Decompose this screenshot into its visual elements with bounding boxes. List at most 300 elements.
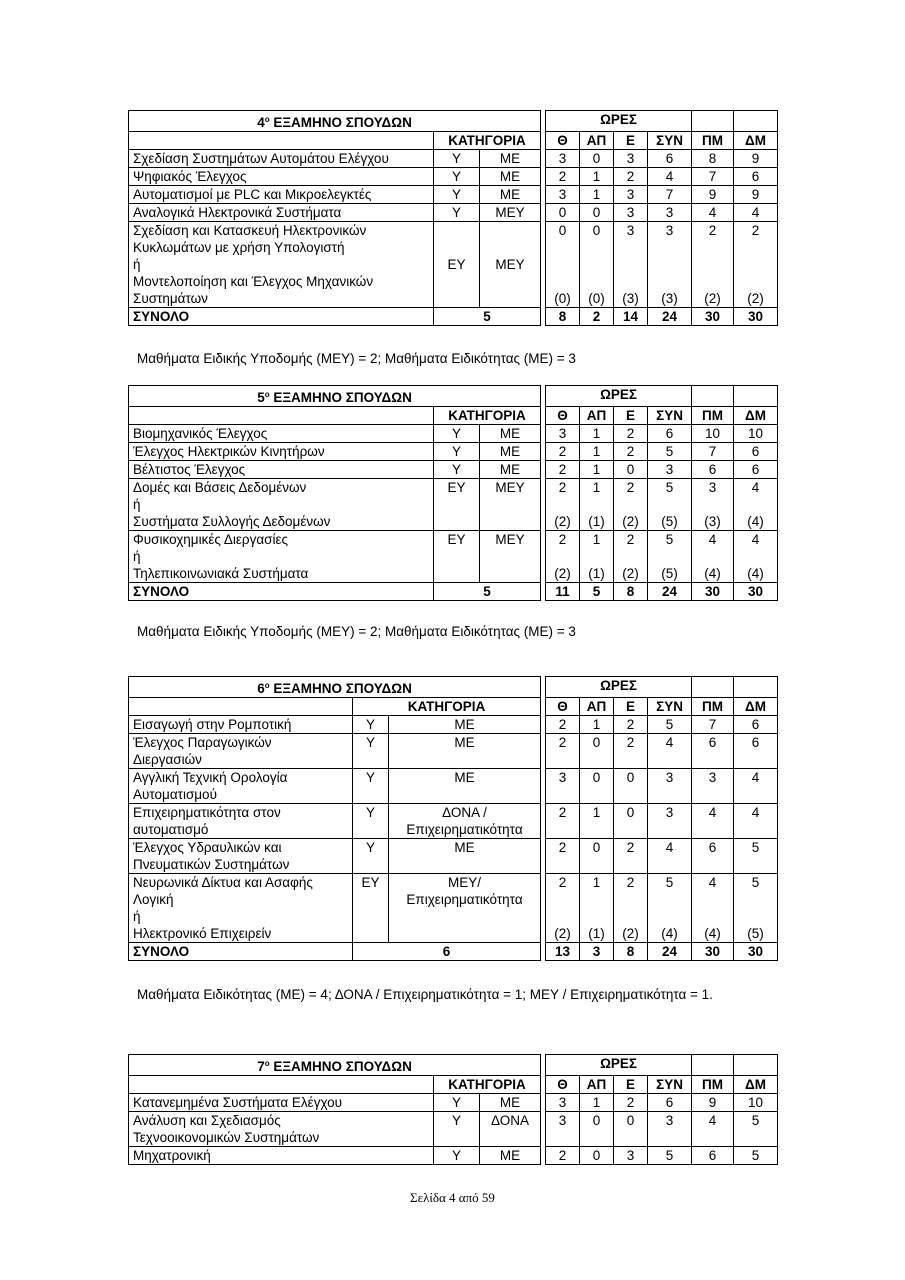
total-value: 30 <box>692 583 734 601</box>
total-value: 2 <box>580 308 614 326</box>
total-value: 24 <box>648 943 692 961</box>
course-name-line: Έλεγχος Παραγωγικών <box>133 735 272 750</box>
hours-value-alt: (5) <box>661 514 678 529</box>
hours-value-alt: (3) <box>622 291 639 306</box>
empty-header <box>692 1055 734 1076</box>
category-header: ΚΑΤΗΓΟΡΙΑ <box>353 698 541 716</box>
hours-value: 2 <box>614 734 648 769</box>
hours-value <box>734 874 778 943</box>
col-header: Θ <box>546 1076 580 1094</box>
course-name-line: Κυκλωμάτων με χρήση Υπολογιστή <box>133 240 345 255</box>
course-type <box>353 874 389 943</box>
hours-value: 9 <box>692 186 734 204</box>
total-row <box>129 583 778 601</box>
course-category-line: ΜΕ <box>499 187 521 202</box>
hours-value: 3 <box>614 186 648 204</box>
empty-header <box>692 677 734 698</box>
course-category <box>480 479 541 531</box>
course-name-line: Μηχατρονική <box>133 1148 211 1163</box>
hours-value: 0 <box>614 769 648 804</box>
hours-value-main: 5 <box>665 480 674 495</box>
header-blank <box>129 407 434 425</box>
hours-value: 1 <box>580 1094 614 1112</box>
hours-value-main: 2 <box>708 223 717 238</box>
hours-header: ΩΡΕΣ <box>546 386 692 407</box>
hours-value <box>614 479 648 531</box>
total-value: 30 <box>734 943 778 961</box>
hours-value <box>614 874 648 943</box>
hours-value-main: 4 <box>708 532 717 547</box>
course-name-line: Αναλογικά Ηλεκτρονικά Συστήματα <box>133 205 342 220</box>
col-header: ΔΜ <box>734 132 778 150</box>
hours-value: 2 <box>614 168 648 186</box>
hours-value-main: 0 <box>558 223 567 238</box>
hours-value-main: 2 <box>751 223 760 238</box>
course-type: Υ <box>434 1094 480 1112</box>
hours-value: 3 <box>648 769 692 804</box>
course-type: Υ <box>353 734 389 769</box>
hours-value <box>734 531 778 583</box>
course-name <box>129 479 434 531</box>
table-row <box>129 1112 778 1147</box>
hours-value: 1 <box>580 168 614 186</box>
semester-5-note: Μαθήματα Ειδικής Υποδομής (ΜΕΥ) = 2; Μαθήματα Ειδικότητας (ΜΕ) = 3 <box>137 624 576 639</box>
hours-value: 1 <box>580 716 614 734</box>
hours-value: 10 <box>734 425 778 443</box>
hours-value <box>692 479 734 531</box>
course-category <box>480 1094 541 1112</box>
hours-value <box>546 479 580 531</box>
hours-value: 0 <box>580 204 614 222</box>
course-category-line: ΔΟΝΑ <box>491 1113 530 1128</box>
table-row <box>129 168 778 186</box>
hours-value <box>648 479 692 531</box>
course-name-line: ή <box>133 497 141 512</box>
hours-value: 0 <box>580 150 614 168</box>
course-name <box>129 186 434 204</box>
course-category <box>480 443 541 461</box>
total-value: 5 <box>580 583 614 601</box>
table-row <box>129 443 778 461</box>
semester-4-note: Μαθήματα Ειδικής Υποδομής (ΜΕΥ) = 2; Μαθήματα Ειδικότητας (ΜΕ) = 3 <box>137 351 576 366</box>
col-header: ΔΜ <box>734 407 778 425</box>
hours-value <box>614 222 648 308</box>
hours-value-alt: (1) <box>588 926 605 941</box>
course-name-line: Σχεδίαση Συστημάτων Αυτομάτου Ελέγχου <box>133 151 389 166</box>
hours-value: 5 <box>734 1112 778 1147</box>
course-name <box>129 168 434 186</box>
hours-value: 4 <box>734 804 778 839</box>
title-row <box>129 111 778 132</box>
hours-value-alt: (0) <box>588 291 605 306</box>
hours-value-alt: (2) <box>747 291 764 306</box>
course-type: Υ <box>434 425 480 443</box>
course-name <box>129 1112 434 1147</box>
course-category-line: ΜΕΥ/ <box>448 875 482 890</box>
course-name-line: Τεχνοοικονομικών Συστημάτων <box>133 1130 320 1145</box>
hours-header: ΩΡΕΣ <box>546 1055 692 1076</box>
category-header: ΚΑΤΗΓΟΡΙΑ <box>434 407 541 425</box>
hours-value: 4 <box>692 804 734 839</box>
hours-value-main: 2 <box>626 532 635 547</box>
hours-value: 3 <box>546 1112 580 1147</box>
hours-value: 6 <box>734 168 778 186</box>
hours-value: 6 <box>734 734 778 769</box>
total-value: 11 <box>546 583 580 601</box>
hours-value: 3 <box>546 769 580 804</box>
col-header: ΣΥΝ <box>648 1076 692 1094</box>
hours-value: 0 <box>580 839 614 874</box>
hours-value-main: 4 <box>751 532 760 547</box>
course-category-line: ΜΕΥ <box>495 257 525 272</box>
hours-value: 4 <box>734 769 778 804</box>
course-category-line: ΜΕ <box>499 444 521 459</box>
total-count: 5 <box>434 308 541 326</box>
hours-value: 3 <box>648 1112 692 1147</box>
table-row <box>129 716 778 734</box>
course-category-line: ΜΕ <box>454 717 475 732</box>
hours-value <box>648 222 692 308</box>
hours-value-alt: (2) <box>622 566 639 581</box>
hours-value: 0 <box>614 804 648 839</box>
course-category-line: ΜΕ <box>454 770 475 785</box>
course-category <box>480 531 541 583</box>
col-header: ΑΠ <box>580 698 614 716</box>
hours-value-alt: (4) <box>661 926 678 941</box>
hours-value-main: 2 <box>558 532 567 547</box>
hours-value: 6 <box>648 150 692 168</box>
course-category <box>389 716 541 734</box>
table-row <box>129 734 778 769</box>
course-type: Υ <box>434 461 480 479</box>
course-name <box>129 804 353 839</box>
col-header: Θ <box>546 407 580 425</box>
hours-header: ΩΡΕΣ <box>546 111 692 132</box>
col-header: ΣΥΝ <box>648 407 692 425</box>
course-category-line: ΜΕ <box>499 426 521 441</box>
course-name <box>129 1147 434 1165</box>
hours-value <box>580 874 614 943</box>
hours-value: 10 <box>734 1094 778 1112</box>
hours-value: 7 <box>692 168 734 186</box>
course-category <box>389 769 541 804</box>
course-name-line: Δομές και Βάσεις Δεδομένων <box>133 480 307 495</box>
hours-value: 9 <box>734 186 778 204</box>
semester-title: $6^o$ ΕΞΑΜΗΝΟ ΣΠΟΥΔΩΝ <box>129 677 541 698</box>
col-header: ΔΜ <box>734 1076 778 1094</box>
hours-value: 2 <box>546 1147 580 1165</box>
hours-value: 5 <box>648 1147 692 1165</box>
hours-value-alt: (0) <box>554 291 571 306</box>
hours-value-main: 5 <box>665 875 674 890</box>
course-name <box>129 769 353 804</box>
course-name <box>129 734 353 769</box>
course-category-line: ΜΕΥ <box>495 205 525 220</box>
course-type <box>434 222 480 308</box>
total-row <box>129 308 778 326</box>
hours-value: 5 <box>648 443 692 461</box>
hours-value: 2 <box>546 839 580 874</box>
hours-value-main: 1 <box>592 480 601 495</box>
total-row <box>129 943 778 961</box>
course-category <box>389 839 541 874</box>
course-name <box>129 204 434 222</box>
hours-value: 3 <box>648 461 692 479</box>
course-name-line: Αγγλική Τεχνική Ορολογία <box>133 770 288 785</box>
hours-value <box>734 479 778 531</box>
total-value: 8 <box>614 583 648 601</box>
hours-value-main: 3 <box>708 480 717 495</box>
hours-value-main: 1 <box>592 875 601 890</box>
hours-value <box>580 479 614 531</box>
course-name-line: Μοντελοποίηση και Έλεγχος Μηχανικών <box>133 274 374 289</box>
course-name-line: Συστημάτων <box>133 291 208 306</box>
hours-value-alt: (5) <box>661 566 678 581</box>
hours-value-alt: (4) <box>704 566 721 581</box>
col-header: ΠΜ <box>692 698 734 716</box>
table-row <box>129 204 778 222</box>
hours-value: 4 <box>648 168 692 186</box>
total-label: ΣΥΝΟΛΟ <box>129 943 353 961</box>
hours-value: 3 <box>546 150 580 168</box>
course-name-line: Κατανεμημένα Συστήματα Ελέγχου <box>133 1095 343 1110</box>
course-type: Υ <box>434 1112 480 1147</box>
course-name <box>129 716 353 734</box>
hours-value <box>692 874 734 943</box>
course-name-line: Έλεγχος Ηλεκτρικών Κινητήρων <box>133 444 325 459</box>
hours-value-alt: (2) <box>622 514 639 529</box>
hours-value-alt: (4) <box>747 566 764 581</box>
hours-value: 10 <box>692 425 734 443</box>
col-header: ΔΜ <box>734 698 778 716</box>
elective-row <box>129 479 778 531</box>
hours-value: 9 <box>692 1094 734 1112</box>
total-value: 30 <box>692 308 734 326</box>
hours-value <box>580 531 614 583</box>
empty-header <box>692 386 734 407</box>
hours-value: 2 <box>546 716 580 734</box>
col-header: Ε <box>614 1076 648 1094</box>
hours-value: 2 <box>546 443 580 461</box>
hours-value: 0 <box>580 1112 614 1147</box>
hours-value: 2 <box>614 1094 648 1112</box>
page-footer: Σελίδα 4 από 59 <box>410 1190 495 1205</box>
course-name-line: Εισαγωγή στην Ρομποτική <box>133 717 292 732</box>
hours-value: 6 <box>692 734 734 769</box>
total-value: 14 <box>614 308 648 326</box>
empty-header <box>734 111 778 132</box>
course-type: Υ <box>434 1147 480 1165</box>
hours-value <box>546 874 580 943</box>
hours-value: 3 <box>546 1094 580 1112</box>
category-header: ΚΑΤΗΓΟΡΙΑ <box>434 132 541 150</box>
course-name <box>129 150 434 168</box>
hours-value: 7 <box>648 186 692 204</box>
header-blank <box>129 698 353 716</box>
hours-value: 2 <box>546 168 580 186</box>
category-header: ΚΑΤΗΓΟΡΙΑ <box>434 1076 541 1094</box>
hours-value: 5 <box>734 839 778 874</box>
hours-value: 6 <box>648 425 692 443</box>
hours-value: 0 <box>580 1147 614 1165</box>
course-category <box>389 734 541 769</box>
empty-header <box>734 1055 778 1076</box>
title-row <box>129 386 778 407</box>
course-name-line: αυτοματισμό <box>133 822 209 837</box>
hours-value: 6 <box>734 716 778 734</box>
course-name <box>129 531 434 583</box>
col-header: ΑΠ <box>580 1076 614 1094</box>
hours-value: 0 <box>580 769 614 804</box>
course-name-line: Ανάλυση και Σχεδιασμός <box>133 1113 281 1128</box>
col-header: Θ <box>546 132 580 150</box>
hours-value-alt: (2) <box>554 514 571 529</box>
title-row <box>129 1055 778 1076</box>
header-blank <box>129 132 434 150</box>
course-name-line: Αυτοματισμού <box>133 787 217 802</box>
table-row <box>129 1147 778 1165</box>
hours-value-main: 2 <box>558 480 567 495</box>
course-category <box>389 874 541 943</box>
hours-value-main: 3 <box>665 223 674 238</box>
hours-value: 7 <box>692 443 734 461</box>
course-category-line: Επιχειρηματικότητα <box>406 892 523 907</box>
hours-value: 5 <box>648 716 692 734</box>
col-header: ΠΜ <box>692 407 734 425</box>
total-label: ΣΥΝΟΛΟ <box>129 583 434 601</box>
col-header: Ε <box>614 407 648 425</box>
hours-value: 2 <box>614 443 648 461</box>
course-category-line: ΔΟΝΑ / <box>442 805 487 820</box>
course-category-line: ΜΕ <box>499 1095 521 1110</box>
course-category-line: ΜΕΥ <box>495 480 525 495</box>
course-name-line: Πνευματικών Συστημάτων <box>133 857 290 872</box>
hours-value-alt: (4) <box>747 514 764 529</box>
course-category-line: ΜΕ <box>499 169 521 184</box>
course-name-line: Νευρωνικά Δίκτυα και Ασαφής <box>133 875 313 890</box>
table-row <box>129 150 778 168</box>
hours-value-main: 2 <box>558 875 567 890</box>
course-category <box>480 186 541 204</box>
hours-value: 2 <box>546 461 580 479</box>
course-name-line: Διεργασιών <box>133 752 202 767</box>
col-header: ΣΥΝ <box>648 132 692 150</box>
header-row <box>129 698 778 716</box>
total-value: 8 <box>546 308 580 326</box>
col-header: Θ <box>546 698 580 716</box>
hours-value: 3 <box>614 1147 648 1165</box>
hours-value: 9 <box>734 150 778 168</box>
table-row <box>129 186 778 204</box>
hours-value: 2 <box>614 716 648 734</box>
title-row <box>129 677 778 698</box>
total-value: 24 <box>648 308 692 326</box>
hours-value-alt: (3) <box>661 291 678 306</box>
course-type: Υ <box>434 443 480 461</box>
hours-value: 1 <box>580 186 614 204</box>
header-row <box>129 132 778 150</box>
course-type: Υ <box>353 804 389 839</box>
course-category <box>480 1147 541 1165</box>
course-type: Υ <box>353 716 389 734</box>
hours-value-main: 2 <box>626 875 635 890</box>
hours-value: 6 <box>692 1147 734 1165</box>
course-name <box>129 874 353 943</box>
hours-value: 2 <box>546 734 580 769</box>
hours-value <box>692 222 734 308</box>
course-category-line: ΜΕ <box>454 840 475 855</box>
table-row <box>129 769 778 804</box>
course-type: Υ <box>353 839 389 874</box>
hours-value: 2 <box>614 839 648 874</box>
hours-value: 4 <box>692 1112 734 1147</box>
course-name <box>129 443 434 461</box>
course-category-line: ΜΕ <box>499 151 521 166</box>
hours-value <box>614 531 648 583</box>
course-category <box>480 461 541 479</box>
course-category <box>480 204 541 222</box>
course-name <box>129 839 353 874</box>
course-category-line: ΜΕ <box>499 1148 521 1163</box>
course-type: Υ <box>434 150 480 168</box>
hours-value-alt: (4) <box>704 926 721 941</box>
hours-value: 3 <box>648 204 692 222</box>
hours-value-main: 4 <box>751 480 760 495</box>
hours-header: ΩΡΕΣ <box>546 677 692 698</box>
course-name <box>129 461 434 479</box>
hours-value-main: 3 <box>626 223 635 238</box>
hours-value: 1 <box>580 461 614 479</box>
hours-value-alt: (5) <box>747 926 764 941</box>
course-name <box>129 1094 434 1112</box>
hours-value: 6 <box>734 443 778 461</box>
col-header: ΠΜ <box>692 1076 734 1094</box>
course-type: Υ <box>434 168 480 186</box>
course-name-line: Σχεδίαση και Κατασκευή Ηλεκτρονικών <box>133 223 367 238</box>
hours-value: 4 <box>648 839 692 874</box>
total-value: 3 <box>580 943 614 961</box>
semester-6-note: Μαθήματα Ειδικότητας (ΜΕ) = 4; ΔΟΝΑ / Επιχειρηματικότητα = 1; ΜΕΥ / Επιχειρηματικότητα = 1. <box>137 987 713 1002</box>
col-header: Ε <box>614 698 648 716</box>
hours-value: 0 <box>580 734 614 769</box>
course-type <box>434 479 480 531</box>
hours-value: 3 <box>614 150 648 168</box>
course-category-line: ΜΕΥ <box>495 532 525 547</box>
course-category-line: ΜΕ <box>454 735 475 750</box>
course-name-line: Τηλεπικοινωνιακά Συστήματα <box>133 566 309 581</box>
hours-value: 2 <box>614 425 648 443</box>
hours-value: 7 <box>692 716 734 734</box>
hours-value: 4 <box>648 734 692 769</box>
hours-value-main: 4 <box>708 875 717 890</box>
course-category <box>480 168 541 186</box>
course-type-text: ΕΥ <box>361 875 380 890</box>
hours-value: 6 <box>734 461 778 479</box>
hours-value-main: 2 <box>626 480 635 495</box>
table-row <box>129 425 778 443</box>
course-type: Υ <box>434 186 480 204</box>
hours-value: 5 <box>734 1147 778 1165</box>
hours-value-alt: (2) <box>622 926 639 941</box>
empty-header <box>734 386 778 407</box>
elective-row <box>129 874 778 943</box>
table-row <box>129 839 778 874</box>
total-value: 30 <box>734 583 778 601</box>
course-category <box>480 222 541 308</box>
course-category <box>480 1112 541 1147</box>
course-name-line: Βιομηχανικός Έλεγχος <box>133 426 268 441</box>
elective-row <box>129 222 778 308</box>
